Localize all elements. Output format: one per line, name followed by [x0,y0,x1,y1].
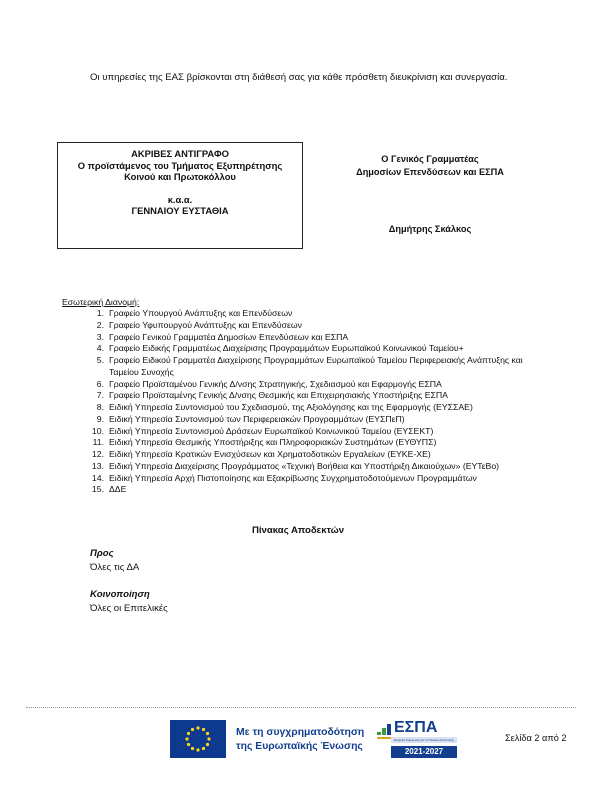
list-text: Γραφείο Υπουργού Ανάπτυξης και Επενδύσεων [109,308,293,318]
list-text: Γραφείο Υφυπουργού Ανάπτυξης και Επενδύσεων [109,319,302,330]
eu-text-line-2: της Ευρωπαϊκής Ένωσης [236,741,363,752]
list-text: Ειδική Υπηρεσία Συντονισμού του Σχεδιασμού, της Αξιολόγησης και της Εφαρμογής (ΕΥΣΣΑΕ) [109,402,473,412]
eu-flag-icon [170,720,226,758]
list-number: 9. [96,413,104,424]
list-item [62,484,542,496]
list-item [62,449,542,461]
list-number: 2. [96,319,104,330]
stamp-line-5: ΓΕΝΝΑΙΟΥ ΕΥΣΤΑΘΙΑ [131,205,229,216]
list-item [62,390,542,402]
list-number: 15. [91,484,104,495]
list-number: 14. [91,472,104,483]
list-item [62,473,542,485]
list-item [62,437,542,449]
list-number: 11. [92,437,104,448]
list-text: Γραφείο Προϊσταμένης Γενικής Δ/νσης Θεσμικής και Επιχειρησιακής Υποστήριξης ΕΣΠΑ [109,390,448,401]
list-item [62,308,542,320]
to-label: Προς [90,548,114,559]
page-number: Σελίδα 2 από 2 [505,733,567,743]
recipients-table-title: Πίνακας Αποδεκτών [251,525,345,536]
list-text: Ειδική Υπηρεσία Συντονισμού των Περιφερειακών Προγραμμάτων (ΕΥΣΠεΠ) [109,413,405,424]
to-value: Όλες τις ΔΑ [90,562,140,573]
stamp-line-4: κ.α.α. [167,193,193,205]
list-number: 1. [96,308,104,318]
list-number: 4. [96,343,104,354]
list-item [62,461,542,473]
list-text: Ειδική Υπηρεσία Συντονισμού Δράσεων Ευρωπαϊκού Κοινωνικού Ταμείου (ΕΥΣΕΚΤ) [109,425,434,436]
list-number: 8. [96,402,104,412]
list-text: Ειδική Υπηρεσία Κρατικών Ενισχύσεων και Χρηματοδοτικών Εργαλείων (ΕΥΚΕ-ΧΕ) [109,449,431,459]
intro-text: Οι υπηρεσίες της ΕΑΣ βρίσκονται στη διάθεσή σας για κάθε πρόσθετη διευκρίνιση και συνεργασία. [90,72,508,83]
list-item [62,355,542,379]
espa-years: 2021-2027 [391,746,457,758]
list-item [62,414,542,426]
cc-label: Κοινοποίηση [90,589,150,600]
list-number: 13. [91,460,104,471]
list-item [62,426,542,438]
list-text: ΔΔΕ [109,484,127,495]
list-text: Γραφείο Ειδικής Γραμματέως Διαχείρισης Προγραμμάτων Ευρωπαϊκού Κοινωνικού Ταμείου+ [109,343,464,354]
list-item [62,332,542,344]
list-number: 5. [96,355,104,365]
list-number: 6. [96,378,104,389]
signer-name: Δημήτρης Σκάλκος [388,224,472,234]
stamp-line-3: Κοινού και Πρωτοκόλλου [124,171,236,182]
list-number: 12. [91,449,104,459]
signer-title-line-1: Ο Γενικός Γραμματέας [381,154,479,164]
signer-title [330,153,530,179]
eu-text-line-1: Με τη συγχρηματοδότηση [236,727,365,738]
list-item [62,402,542,414]
espa-subtitle: Εταιρική Συμφωνία για το Πλαίσιο Ανάπτυξης [391,737,457,743]
distribution-heading: Εσωτερική Διανομή: [62,297,140,307]
list-item [62,320,542,332]
list-text: Ειδική Υπηρεσία Θεσμικής Υποστήριξης και Πληροφοριακών Συστημάτων (ΕΥΘΥΠΣ) [109,437,437,448]
list-number: 3. [96,331,104,342]
cc-value: Όλες οι Επιτελικές [90,603,168,614]
stamp-line-1: ΑΚΡΙΒΕΣ ΑΝΤΙΓΡΑΦΟ [131,148,229,159]
list-number: 10. [91,425,104,436]
list-text: Ειδική Υπηρεσία Διαχείρισης Προγράμματος «Τεχνική Βοήθεια και Υποστήριξη Δικαιούχων» (ΕΥΤεΒο) [109,460,500,471]
distribution-list [62,308,542,496]
internal-distribution [62,297,542,496]
list-text: Γραφείο Γενικού Γραμματέα Δημοσίων Επενδύσεων και ΕΣΠΑ [109,331,349,342]
stamp-line-2: Ο προϊστάμενος του Τμήματος Εξυπηρέτησης [77,159,283,171]
list-number: 7. [96,390,104,401]
stamp-gap [58,183,302,194]
list-item [62,343,542,355]
espa-title: ΕΣΠΑ [394,719,438,736]
list-item [62,379,542,391]
list-text: Γραφείο Ειδικού Γραμματέα Διαχείρισης Προγραμμάτων Ευρωπαϊκού Ταμείου Περιφερειακής Ανάπτυξης και Ταμείου Συνοχής [109,355,523,377]
eu-cofunding-text [236,726,364,754]
signer-title-line-2: Δημοσίων Επενδύσεων και ΕΣΠΑ [356,167,504,177]
list-text: Γραφείο Προϊσταμένου Γενικής Δ/νσης Στρατηγικής, Σχεδιασμού και Εφαρμογής ΕΣΠΑ [109,378,442,389]
list-text: Ειδική Υπηρεσία Αρχή Πιστοποίησης και Εξακρίβωσης Συγχρηματοδοτούμενων Προγραμμάτων [109,472,477,483]
footer-divider [26,707,576,708]
eu-stars [170,720,226,758]
certified-copy-stamp [57,142,303,249]
